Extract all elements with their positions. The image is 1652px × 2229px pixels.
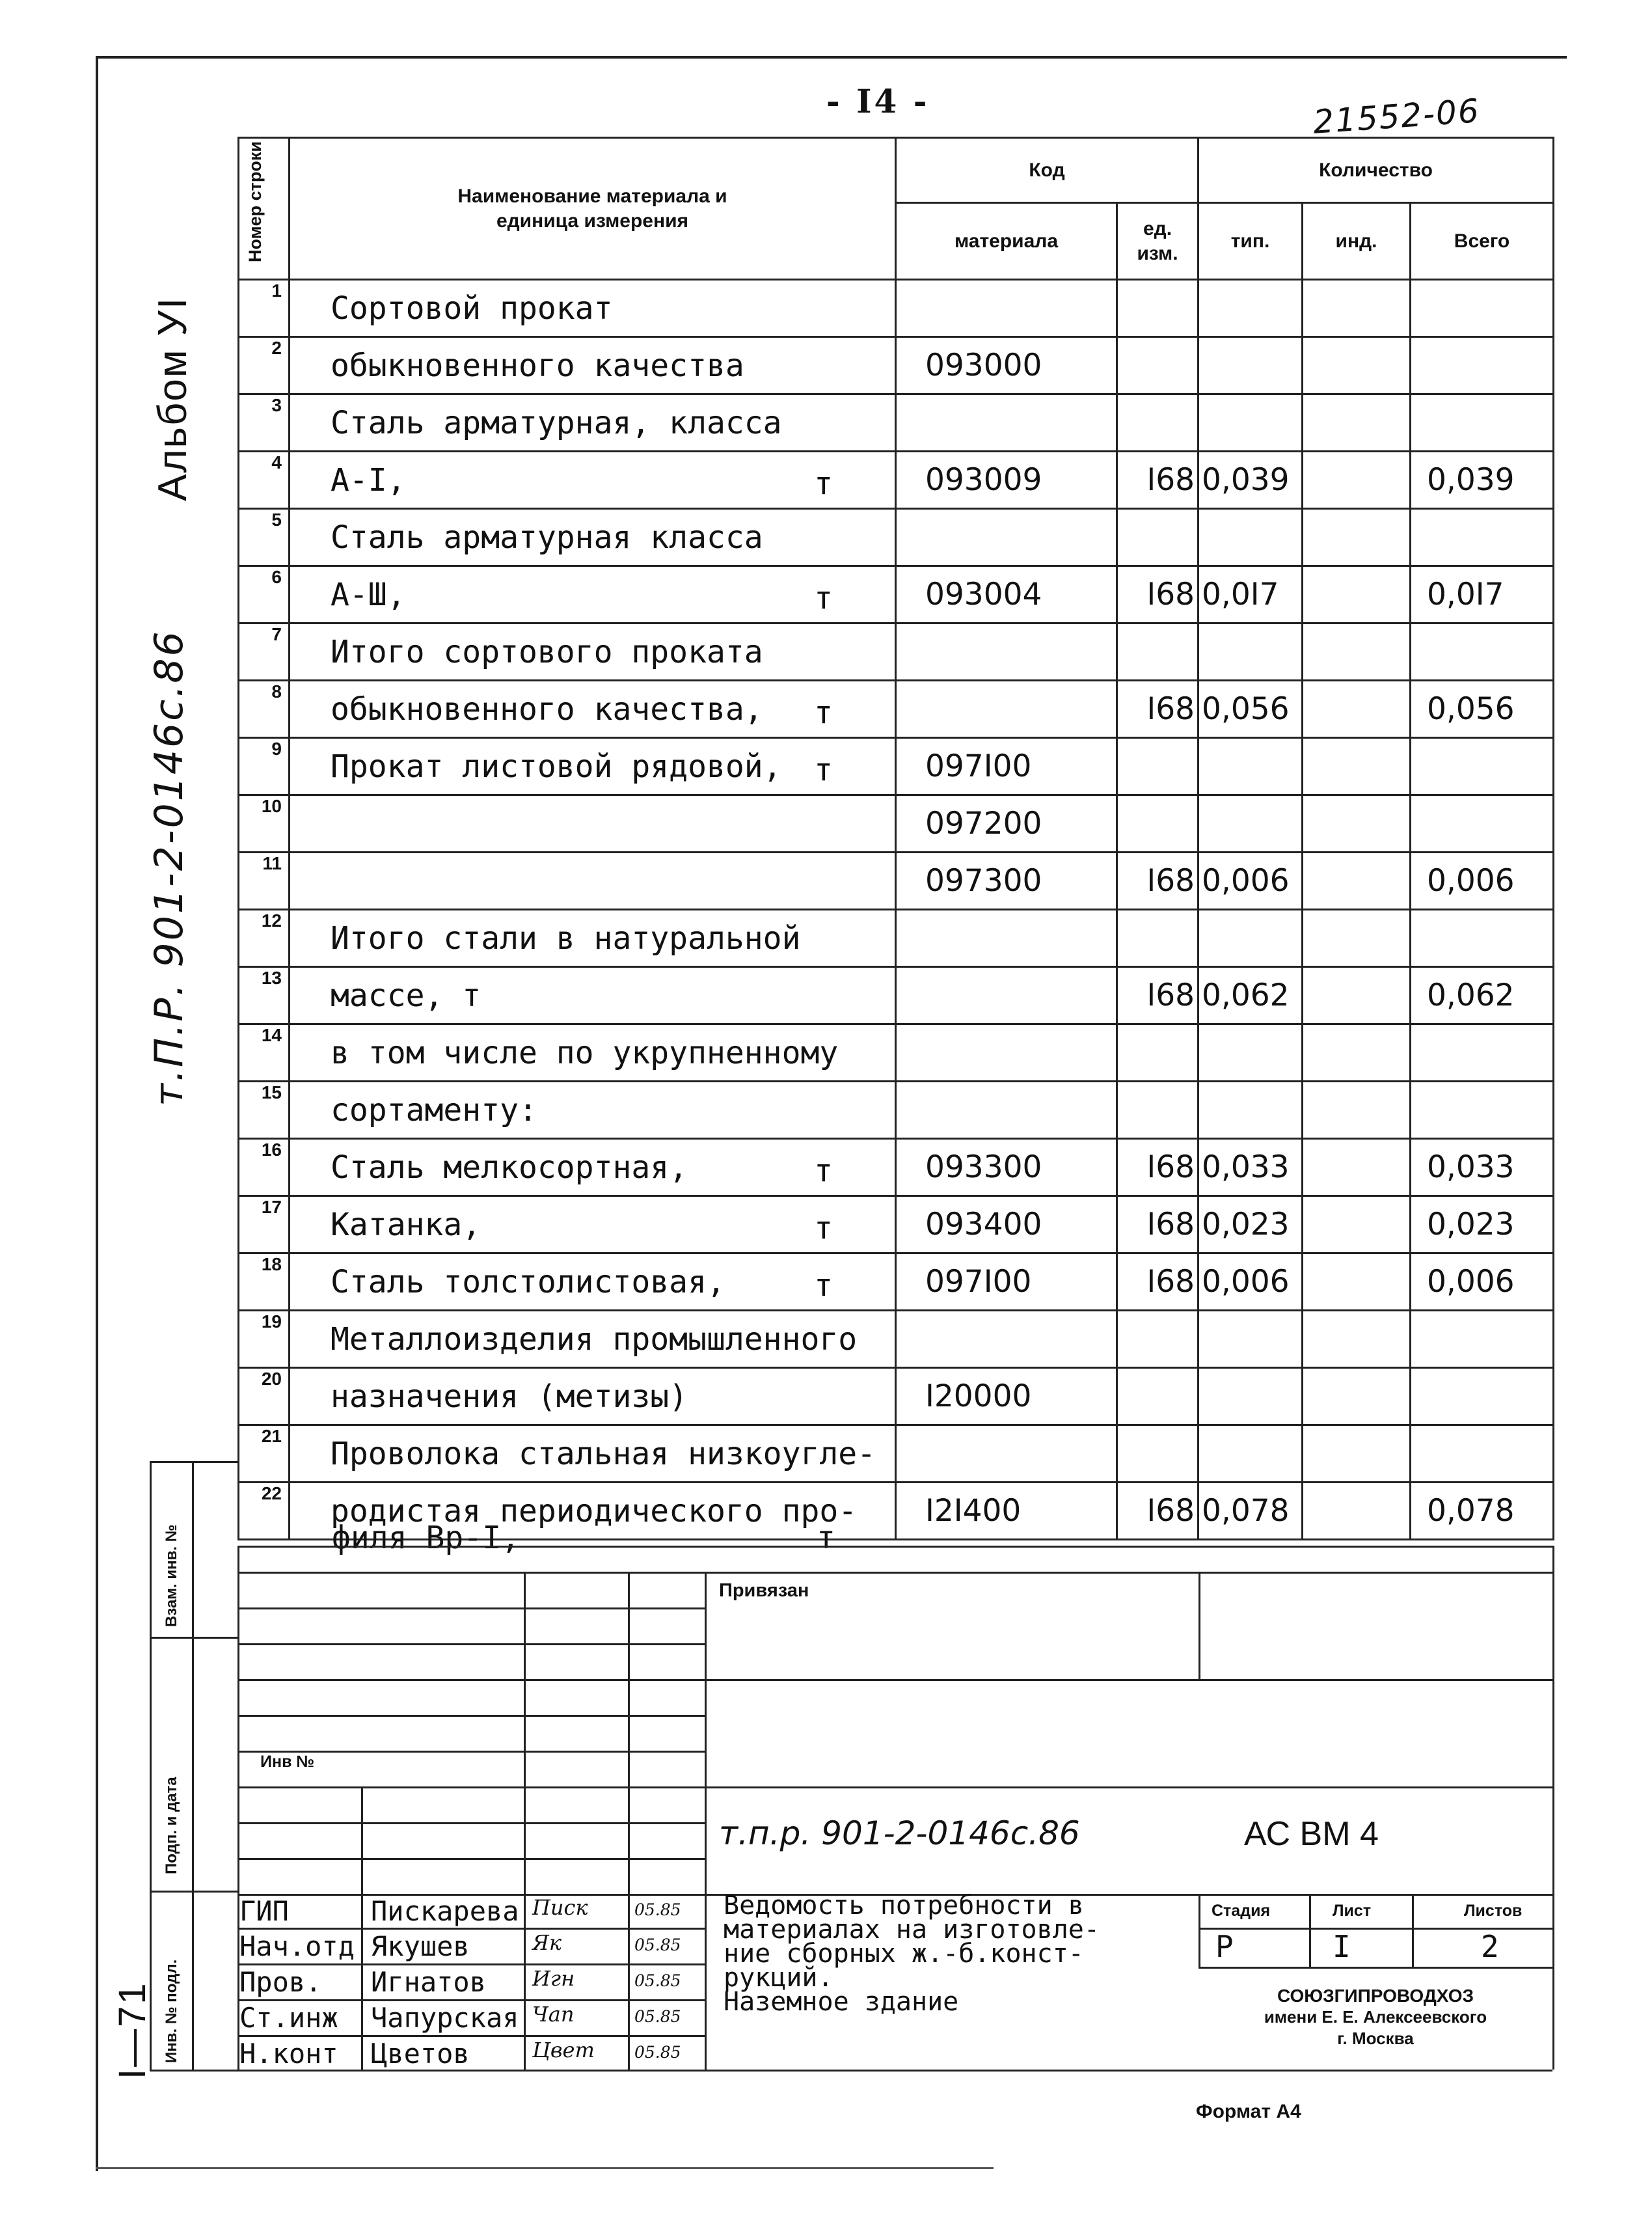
material-name (290, 566, 896, 623)
row-number: 18 (239, 1253, 290, 1311)
signature-handwritten: Як (532, 1930, 562, 1955)
qty-typical (1198, 1082, 1303, 1139)
overflow-line-text: филя Вр-I, (332, 1520, 520, 1556)
material-unit: т (814, 1153, 833, 1190)
qty-total (1411, 1024, 1554, 1082)
material-name-text: Итого стали в натуральной (331, 920, 801, 957)
qty-total (1411, 337, 1554, 394)
qty-individual (1303, 795, 1411, 853)
side-label-inv-podl: Инв. № подл. (163, 1959, 180, 2063)
signature-handwritten: Чап (532, 2002, 575, 2027)
material-name-text: Сталь арматурная класса (331, 519, 763, 556)
material-unit: т (814, 694, 833, 732)
material-unit: т (814, 580, 833, 617)
unit-code (1117, 509, 1198, 566)
qty-individual (1303, 738, 1411, 795)
qty-total: 0,078 (1411, 1483, 1554, 1540)
row-number: 7 (239, 623, 290, 681)
material-name-text: Сортовой прокат (331, 290, 613, 327)
series-label: т.П.Р. 901-2-0146с.86 (146, 629, 192, 1106)
material-name-text: А-I, (331, 461, 406, 499)
sheets-label: Листов (1464, 1902, 1523, 1920)
unit-code: I68 (1117, 681, 1198, 738)
signature-date: 05.85 (634, 1971, 681, 1990)
material-name-text: Прокат листовой рядовой, (331, 748, 782, 785)
qty-typical: 0,006 (1198, 853, 1303, 910)
stage-value: Р (1215, 1929, 1234, 1964)
material-code (896, 1024, 1117, 1082)
qty-individual (1303, 853, 1411, 910)
row-number: 8 (239, 681, 290, 738)
qty-total (1411, 738, 1554, 795)
signature-handwritten: Игн (532, 1966, 575, 1991)
qty-typical (1198, 795, 1303, 853)
signature-role: Ст.инж (239, 2002, 338, 2034)
qty-individual (1303, 566, 1411, 623)
qty-total (1411, 1082, 1554, 1139)
table-row (239, 280, 1554, 337)
material-name (290, 1253, 896, 1311)
material-code (896, 623, 1117, 681)
material-code: I20000 (896, 1368, 1117, 1425)
material-code: 097I00 (896, 1253, 1117, 1311)
qty-individual (1303, 1253, 1411, 1311)
qty-individual (1303, 1483, 1411, 1540)
document-title: Ведомость потребности в материалах на изготовле- ние сборных ж.-б.конст- рукций. Наземное здание (724, 1891, 1100, 2017)
material-code (896, 394, 1117, 452)
qty-typical (1198, 1024, 1303, 1082)
signature-role: Н.конт (239, 2038, 338, 2070)
qty-typical (1198, 337, 1303, 394)
qty-typical (1198, 1368, 1303, 1425)
table-row (239, 967, 1554, 1024)
qty-individual (1303, 1196, 1411, 1253)
header-row-number: Номер строки (239, 138, 290, 280)
bound-label: Привязан (719, 1580, 809, 1601)
row-number: 16 (239, 1139, 290, 1196)
row-number: 3 (239, 394, 290, 452)
qty-individual (1303, 280, 1411, 337)
table-row (239, 452, 1554, 509)
qty-total (1411, 623, 1554, 681)
qty-total: 0,006 (1411, 1253, 1554, 1311)
row-number: 13 (239, 967, 290, 1024)
row-number: 5 (239, 509, 290, 566)
doc-code: т.п.р. 901-2-0146с.86 (719, 1814, 1080, 1852)
unit-code (1117, 337, 1198, 394)
qty-total (1411, 795, 1554, 853)
material-name-text: Проволока стальная низкоугле- (331, 1435, 876, 1472)
inv-number-label: Инв № (260, 1753, 315, 1771)
row-number: 21 (239, 1425, 290, 1483)
sheet-label: Лист (1333, 1902, 1372, 1920)
materials-table (237, 137, 1554, 1540)
unit-code (1117, 910, 1198, 967)
table-row (239, 1082, 1554, 1139)
unit-code: I68 (1117, 967, 1198, 1024)
qty-total: 0,0I7 (1411, 566, 1554, 623)
qty-typical (1198, 509, 1303, 566)
qty-total (1411, 509, 1554, 566)
qty-total: 0,062 (1411, 967, 1554, 1024)
material-name-text: обыкновенного качества (331, 347, 744, 384)
sheet-code: АС ВМ 4 (1244, 1815, 1379, 1853)
unit-code (1117, 1368, 1198, 1425)
header-qty-individual: инд. (1303, 203, 1411, 280)
material-name-text: А-Ш, (331, 576, 406, 613)
table-row (239, 1024, 1554, 1082)
qty-individual (1303, 967, 1411, 1024)
qty-typical: 0,078 (1198, 1483, 1303, 1540)
qty-total: 0,023 (1411, 1196, 1554, 1253)
sheets-value: 2 (1481, 1929, 1499, 1964)
material-name (290, 738, 896, 795)
row-number: 19 (239, 1311, 290, 1368)
material-name (290, 910, 896, 967)
sheet-value: I (1333, 1929, 1351, 1964)
material-code (896, 1311, 1117, 1368)
material-unit: т (814, 1210, 833, 1247)
page-number: - I4 - (826, 82, 930, 120)
table-row (239, 509, 1554, 566)
material-name-text: Сталь арматурная, класса (331, 404, 782, 441)
qty-typical: 0,033 (1198, 1139, 1303, 1196)
row-number: 10 (239, 795, 290, 853)
unit-code: I68 (1117, 452, 1198, 509)
row-number: 12 (239, 910, 290, 967)
material-name (290, 280, 896, 337)
material-code: 093009 (896, 452, 1117, 509)
material-code: 093004 (896, 566, 1117, 623)
qty-total (1411, 280, 1554, 337)
organization: СОЮЗГИПРОВОДХОЗ имени Е. Е. Алексеевского г. Москва (1264, 1986, 1487, 2048)
material-name (290, 452, 896, 509)
unit-code: I68 (1117, 1139, 1198, 1196)
table-row (239, 738, 1554, 795)
material-name-text: назначения (метизы) (331, 1378, 688, 1415)
unit-code (1117, 795, 1198, 853)
material-name (290, 337, 896, 394)
header-quantity: Количество (1198, 138, 1554, 203)
material-code (896, 509, 1117, 566)
unit-code (1117, 1425, 1198, 1483)
material-name (290, 1082, 896, 1139)
unit-code (1117, 1024, 1198, 1082)
material-code: 097200 (896, 795, 1117, 853)
signature-role: Нач.отд (239, 1930, 355, 1962)
qty-individual (1303, 681, 1411, 738)
row-number: 14 (239, 1024, 290, 1082)
material-name (290, 681, 896, 738)
row-number: 6 (239, 566, 290, 623)
material-name (290, 509, 896, 566)
qty-total (1411, 1311, 1554, 1368)
unit-code: I68 (1117, 1253, 1198, 1311)
row-number: 9 (239, 738, 290, 795)
material-name (290, 1368, 896, 1425)
material-name-text: сортаменту: (331, 1091, 537, 1128)
format-label: Формат А4 (1196, 2101, 1301, 2122)
signature-handwritten: Писк (532, 1895, 588, 1920)
unit-code (1117, 1311, 1198, 1368)
qty-individual (1303, 1425, 1411, 1483)
material-code: 093400 (896, 1196, 1117, 1253)
table-row (239, 1311, 1554, 1368)
qty-individual (1303, 1368, 1411, 1425)
qty-typical: 0,0I7 (1198, 566, 1303, 623)
material-code (896, 967, 1117, 1024)
qty-typical (1198, 623, 1303, 681)
qty-total (1411, 1368, 1554, 1425)
row-number: 15 (239, 1082, 290, 1139)
material-unit: т (814, 465, 833, 502)
qty-individual (1303, 452, 1411, 509)
material-name (290, 1196, 896, 1253)
material-code: 097300 (896, 853, 1117, 910)
qty-individual (1303, 910, 1411, 967)
material-code (896, 1425, 1117, 1483)
signature-role: Пров. (239, 1966, 322, 1998)
overflow-line-unit: т (817, 1520, 835, 1556)
signature-name: Чапурская (371, 2002, 519, 2034)
table-row (239, 394, 1554, 452)
signature-name: Якушев (371, 1930, 470, 1962)
row-number: 2 (239, 337, 290, 394)
material-name-text: обыкновенного качества, (331, 691, 763, 728)
qty-total (1411, 394, 1554, 452)
table-row (239, 337, 1554, 394)
unit-code (1117, 623, 1198, 681)
material-code: I2I400 (896, 1483, 1117, 1540)
signature-date: 05.85 (634, 1900, 681, 1919)
signature-handwritten: Цвет (532, 2038, 595, 2062)
material-name (290, 967, 896, 1024)
unit-code (1117, 1082, 1198, 1139)
qty-typical (1198, 394, 1303, 452)
material-name-text: Сталь толстолистовая, (331, 1263, 725, 1300)
document-reference: 21552-06 (1312, 92, 1482, 141)
qty-typical (1198, 738, 1303, 795)
signature-name: Игнатов (371, 1966, 487, 1998)
qty-typical: 0,006 (1198, 1253, 1303, 1311)
material-name (290, 1425, 896, 1483)
qty-typical: 0,062 (1198, 967, 1303, 1024)
header-qty-typical: тип. (1198, 203, 1303, 280)
material-name-text: родистая периодического про- (331, 1492, 858, 1529)
material-code: 093000 (896, 337, 1117, 394)
qty-individual (1303, 1024, 1411, 1082)
header-qty-total: Всего (1411, 203, 1554, 280)
side-label-vzam: Взам. инв. № (163, 1524, 180, 1627)
qty-individual (1303, 337, 1411, 394)
frame-bottom-border (96, 2167, 994, 2169)
signature-date: 05.85 (634, 2043, 681, 2062)
album-label: Альбом УI (150, 296, 195, 501)
material-name (290, 394, 896, 452)
table-row (239, 853, 1554, 910)
header-code-unit: ед. изм. (1117, 203, 1198, 280)
material-code (896, 1082, 1117, 1139)
qty-total: 0,056 (1411, 681, 1554, 738)
qty-typical (1198, 1425, 1303, 1483)
material-unit: т (814, 1267, 833, 1304)
material-name (290, 1139, 896, 1196)
material-name-text: Итого сортового проката (331, 633, 763, 670)
qty-total (1411, 910, 1554, 967)
qty-typical (1198, 280, 1303, 337)
material-name (290, 1311, 896, 1368)
material-unit: т (814, 752, 833, 789)
unit-code: I68 (1117, 1196, 1198, 1253)
stage-label: Стадия (1212, 1902, 1271, 1920)
frame-left-border (96, 56, 98, 2171)
table-row (239, 910, 1554, 967)
qty-total: 0,006 (1411, 853, 1554, 910)
material-name-text: Катанка, (331, 1206, 481, 1243)
material-code (896, 681, 1117, 738)
sheet-id-label: I—71 (111, 1981, 154, 2079)
signature-role: ГИП (239, 1895, 289, 1927)
material-code: 097I00 (896, 738, 1117, 795)
unit-code: I68 (1117, 853, 1198, 910)
table-row (239, 1196, 1554, 1253)
material-code: 093300 (896, 1139, 1117, 1196)
row-number: 22 (239, 1483, 290, 1540)
row-number: 4 (239, 452, 290, 509)
row-number: 20 (239, 1368, 290, 1425)
material-code (896, 910, 1117, 967)
side-label-podp: Подп. и дата (163, 1777, 180, 1874)
header-name: Наименование материала и единица измерения (290, 138, 896, 280)
qty-typical: 0,056 (1198, 681, 1303, 738)
qty-individual (1303, 394, 1411, 452)
qty-individual (1303, 1082, 1411, 1139)
qty-individual (1303, 509, 1411, 566)
signature-name: Пискарева (371, 1895, 519, 1927)
material-name-text: Сталь мелкосортная, (331, 1149, 688, 1186)
unit-code (1117, 394, 1198, 452)
qty-typical (1198, 1311, 1303, 1368)
material-name-text: Металлоизделия промышленного (331, 1320, 858, 1358)
qty-total: 0,039 (1411, 452, 1554, 509)
qty-individual (1303, 1139, 1411, 1196)
qty-typical: 0,039 (1198, 452, 1303, 509)
table-row (239, 1253, 1554, 1311)
unit-code: I68 (1117, 1483, 1198, 1540)
signature-name: Цветов (371, 2038, 470, 2070)
qty-typical (1198, 910, 1303, 967)
material-name (290, 795, 896, 853)
material-code (896, 280, 1117, 337)
signature-date: 05.85 (634, 1935, 681, 1954)
header-code: Код (896, 138, 1198, 203)
qty-total: 0,033 (1411, 1139, 1554, 1196)
table-row (239, 1368, 1554, 1425)
table-row (239, 566, 1554, 623)
qty-individual (1303, 1311, 1411, 1368)
table-row (239, 623, 1554, 681)
material-name (290, 853, 896, 910)
unit-code (1117, 738, 1198, 795)
table-row (239, 795, 1554, 853)
unit-code: I68 (1117, 566, 1198, 623)
table-row (239, 681, 1554, 738)
table-row (239, 1139, 1554, 1196)
qty-individual (1303, 623, 1411, 681)
material-name-text: в том числе по укрупненному (331, 1034, 839, 1071)
qty-typical: 0,023 (1198, 1196, 1303, 1253)
header-code-material: материала (896, 203, 1117, 280)
signature-date: 05.85 (634, 2007, 681, 2026)
row-number: 11 (239, 853, 290, 910)
qty-total (1411, 1425, 1554, 1483)
material-name-text: массе, т (331, 977, 481, 1014)
row-number: 1 (239, 280, 290, 337)
table-row (239, 1425, 1554, 1483)
frame-top-border (96, 56, 1567, 59)
row-number: 17 (239, 1196, 290, 1253)
material-name (290, 623, 896, 681)
unit-code (1117, 280, 1198, 337)
material-name (290, 1024, 896, 1082)
